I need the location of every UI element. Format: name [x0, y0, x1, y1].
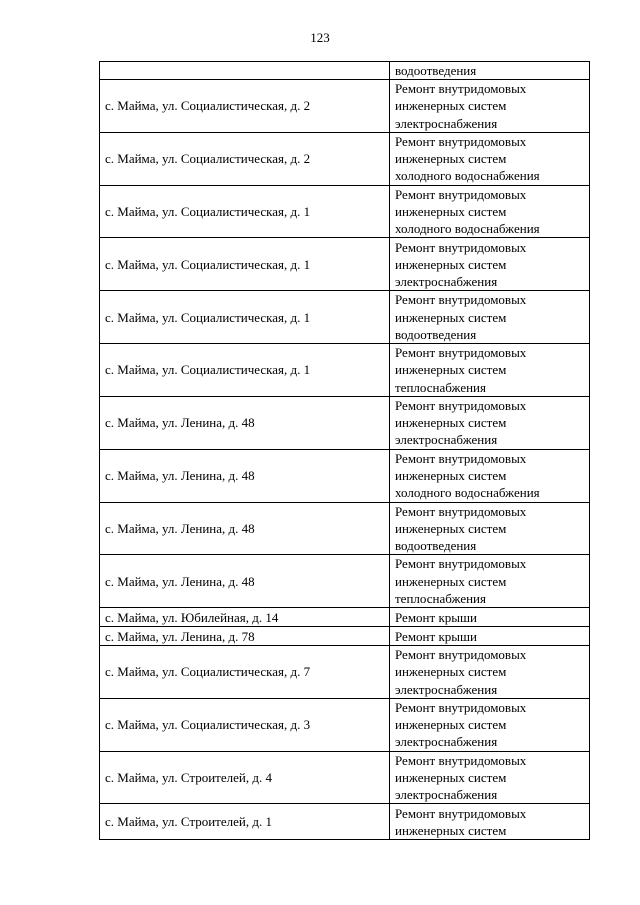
work-type-cell: Ремонт внутридомовых инженерных систем теплоснабжения: [390, 555, 590, 608]
address-cell: с. Майма, ул. Социалистическая, д. 1: [100, 344, 390, 397]
address-cell: с. Майма, ул. Социалистическая, д. 1: [100, 185, 390, 238]
work-type-cell: водоотведения: [390, 62, 590, 80]
table-row: [100, 804, 590, 840]
work-type-cell: Ремонт внутридомовых инженерных систем электроснабжения: [390, 698, 590, 751]
work-type-cell: Ремонт внутридомовых инженерных систем электроснабжения: [390, 397, 590, 450]
work-type-cell: Ремонт внутридомовых инженерных систем холодного водоснабжения: [390, 185, 590, 238]
work-type-cell: Ремонт внутридомовых инженерных систем электроснабжения: [390, 238, 590, 291]
work-type-cell: Ремонт внутридомовых инженерных систем: [390, 804, 590, 840]
address-cell: с. Майма, ул. Социалистическая, д. 3: [100, 698, 390, 751]
address-cell: [100, 62, 390, 80]
table-row: [100, 185, 590, 238]
address-cell: с. Майма, ул. Строителей, д. 4: [100, 751, 390, 804]
table-row: [100, 627, 590, 646]
table-row: [100, 555, 590, 608]
table-row: [100, 751, 590, 804]
table-row: [100, 132, 590, 185]
address-cell: с. Майма, ул. Социалистическая, д. 2: [100, 80, 390, 133]
works-table: [99, 61, 590, 840]
table-row: [100, 344, 590, 397]
table-row: [100, 291, 590, 344]
table-row: [100, 502, 590, 555]
address-cell: с. Майма, ул. Социалистическая, д. 1: [100, 291, 390, 344]
work-type-cell: Ремонт крыши: [390, 608, 590, 627]
address-cell: с. Майма, ул. Ленина, д. 48: [100, 502, 390, 555]
work-type-cell: Ремонт внутридомовых инженерных систем теплоснабжения: [390, 344, 590, 397]
work-type-cell: Ремонт внутридомовых инженерных систем холодного водоснабжения: [390, 449, 590, 502]
work-type-cell: Ремонт внутридомовых инженерных систем электроснабжения: [390, 646, 590, 699]
address-cell: с. Майма, ул. Ленина, д. 48: [100, 449, 390, 502]
table-row: [100, 238, 590, 291]
address-cell: с. Майма, ул. Социалистическая, д. 7: [100, 646, 390, 699]
table-row: [100, 80, 590, 133]
address-cell: с. Майма, ул. Ленина, д. 48: [100, 397, 390, 450]
work-type-cell: Ремонт внутридомовых инженерных систем электроснабжения: [390, 751, 590, 804]
address-cell: с. Майма, ул. Ленина, д. 48: [100, 555, 390, 608]
work-type-cell: Ремонт внутридомовых инженерных систем электроснабжения: [390, 80, 590, 133]
table-row: [100, 608, 590, 627]
address-cell: с. Майма, ул. Социалистическая, д. 2: [100, 132, 390, 185]
work-type-cell: Ремонт внутридомовых инженерных систем водоотведения: [390, 291, 590, 344]
address-cell: с. Майма, ул. Социалистическая, д. 1: [100, 238, 390, 291]
work-type-cell: Ремонт крыши: [390, 627, 590, 646]
table-row: [100, 62, 590, 80]
work-type-cell: Ремонт внутридомовых инженерных систем водоотведения: [390, 502, 590, 555]
work-type-cell: Ремонт внутридомовых инженерных систем холодного водоснабжения: [390, 132, 590, 185]
table-row: [100, 397, 590, 450]
table-row: [100, 646, 590, 699]
address-cell: с. Майма, ул. Строителей, д. 1: [100, 804, 390, 840]
table-row: [100, 698, 590, 751]
address-cell: с. Майма, ул. Ленина, д. 78: [100, 627, 390, 646]
page-number: 123: [310, 30, 330, 45]
address-cell: с. Майма, ул. Юбилейная, д. 14: [100, 608, 390, 627]
table-row: [100, 449, 590, 502]
